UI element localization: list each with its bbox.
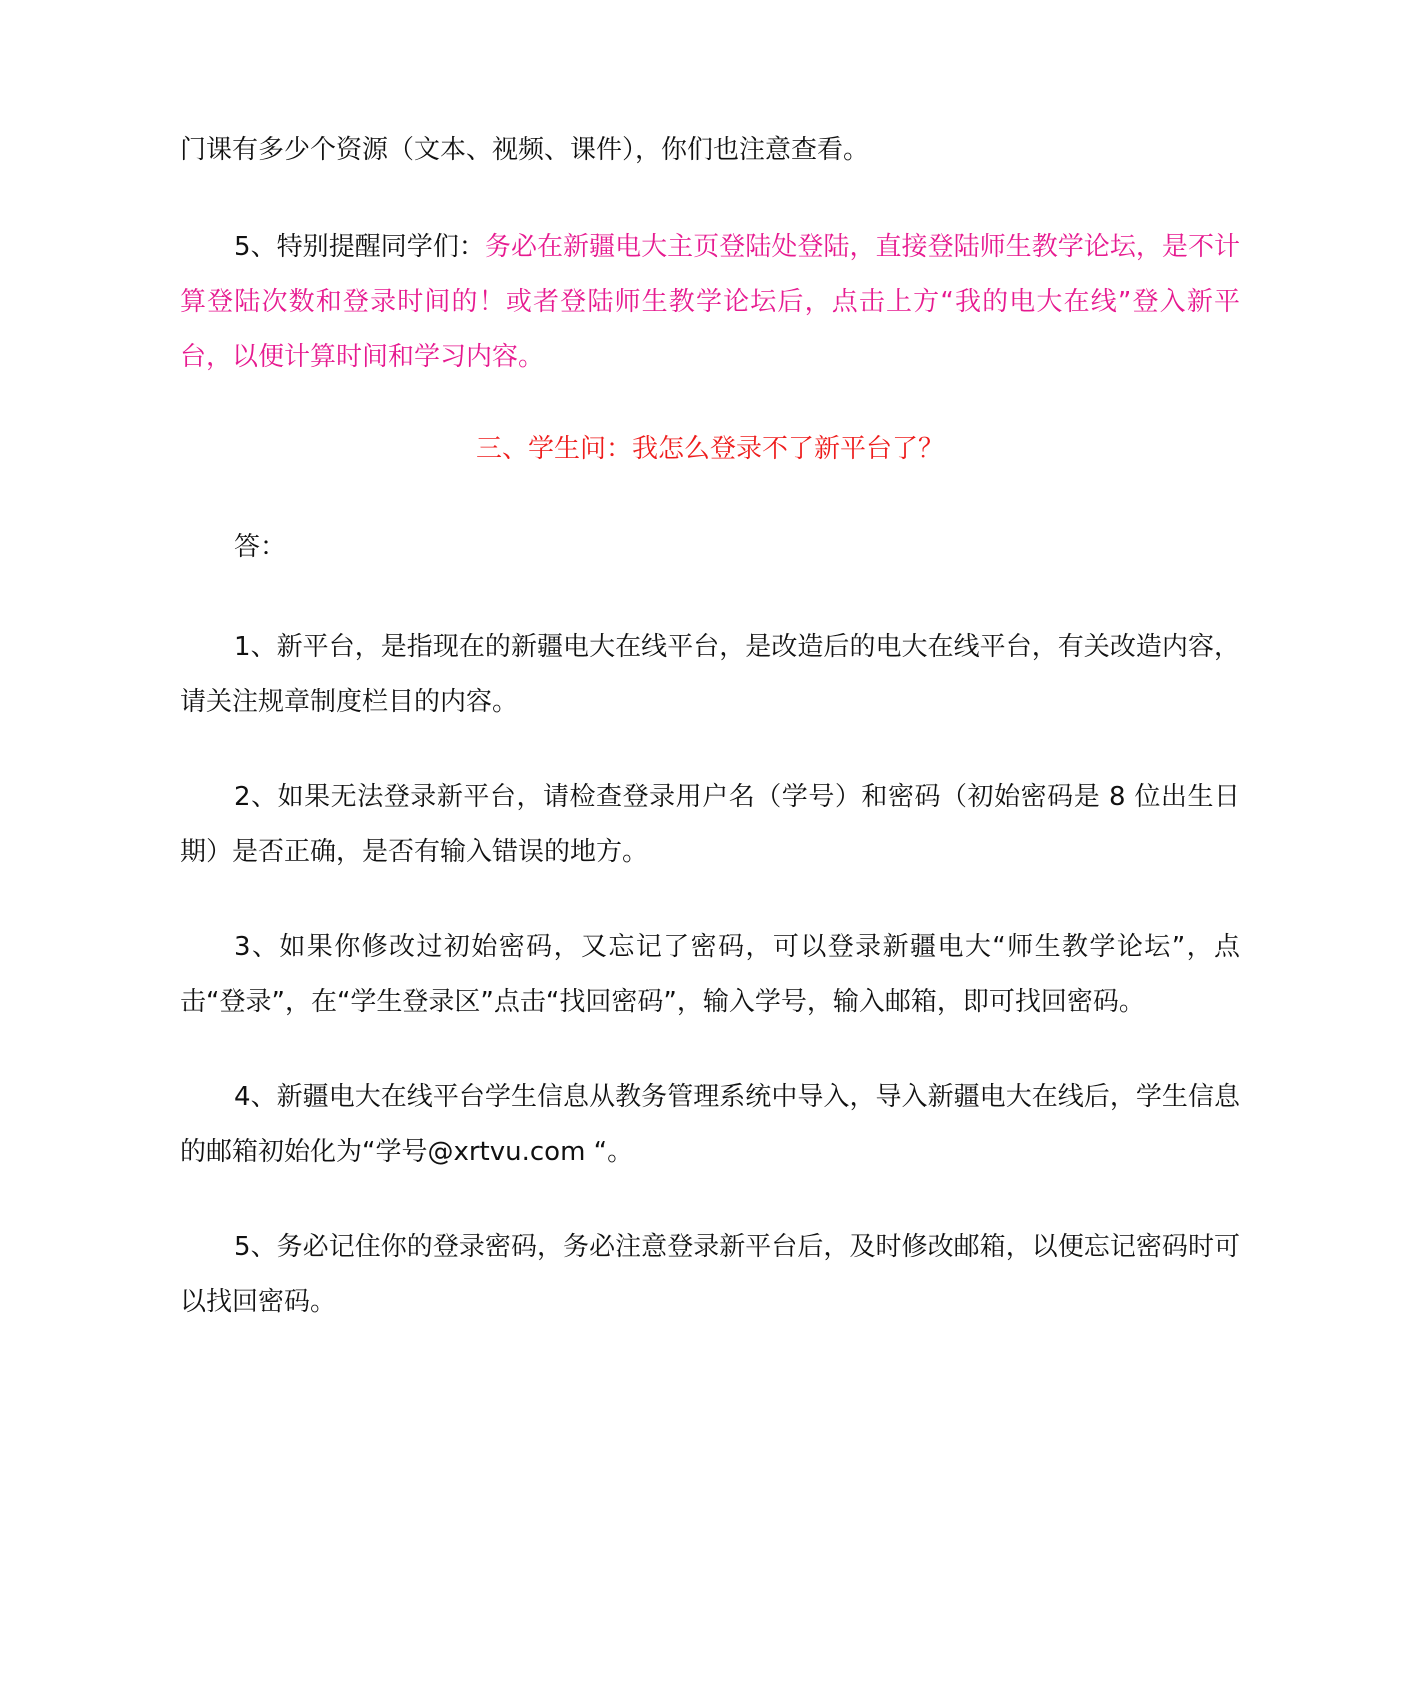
- answer-item-3: 3、如果你修改过初始密码，又忘记了密码，可以登录新疆电大“师生教学论坛”，点击“登录”，在“学生登录区”点击“找回密码”，输入学号，输入邮箱，即可找回密码。: [180, 932, 1240, 1017]
- paragraph-reminder: [180, 220, 1240, 385]
- answer-item-1: 1、新平台，是指现在的新疆电大在线平台，是改造后的电大在线平台，有关改造内容，请关注规章制度栏目的内容。: [180, 632, 1240, 717]
- answer-item-5: 5、务必记住你的登录密码，务必注意登录新平台后，及时修改邮箱，以便忘记密码时可以找回密码。: [180, 1232, 1240, 1317]
- answer-item-2: 2、如果无法登录新平台，请检查登录用户名（学号）和密码（初始密码是 8 位出生日期）是否正确，是否有输入错误的地方。: [180, 782, 1240, 867]
- section-heading: 三、学生问：我怎么登录不了新平台了？: [475, 434, 944, 464]
- reminder-highlight: 务必在新疆电大主页登陆处登陆，直接登陆师生教学论坛，是不计算登陆次数和登录时间的！或者登陆师生教学论坛后，点击上方“我的电大在线”登入新平台，以便计算时间和学习内容。: [180, 232, 1240, 372]
- reminder-lead: 5、特别提醒同学们：: [234, 232, 485, 262]
- paragraph-resources: 门课有多少个资源（文本、视频、课件），你们也注意查看。: [180, 135, 870, 165]
- answer-label: 答：: [234, 532, 287, 562]
- answer-item-4: 4、新疆电大在线平台学生信息从教务管理系统中导入，导入新疆电大在线后，学生信息的邮箱初始化为“学号@xrtvu.com “。: [180, 1082, 1240, 1167]
